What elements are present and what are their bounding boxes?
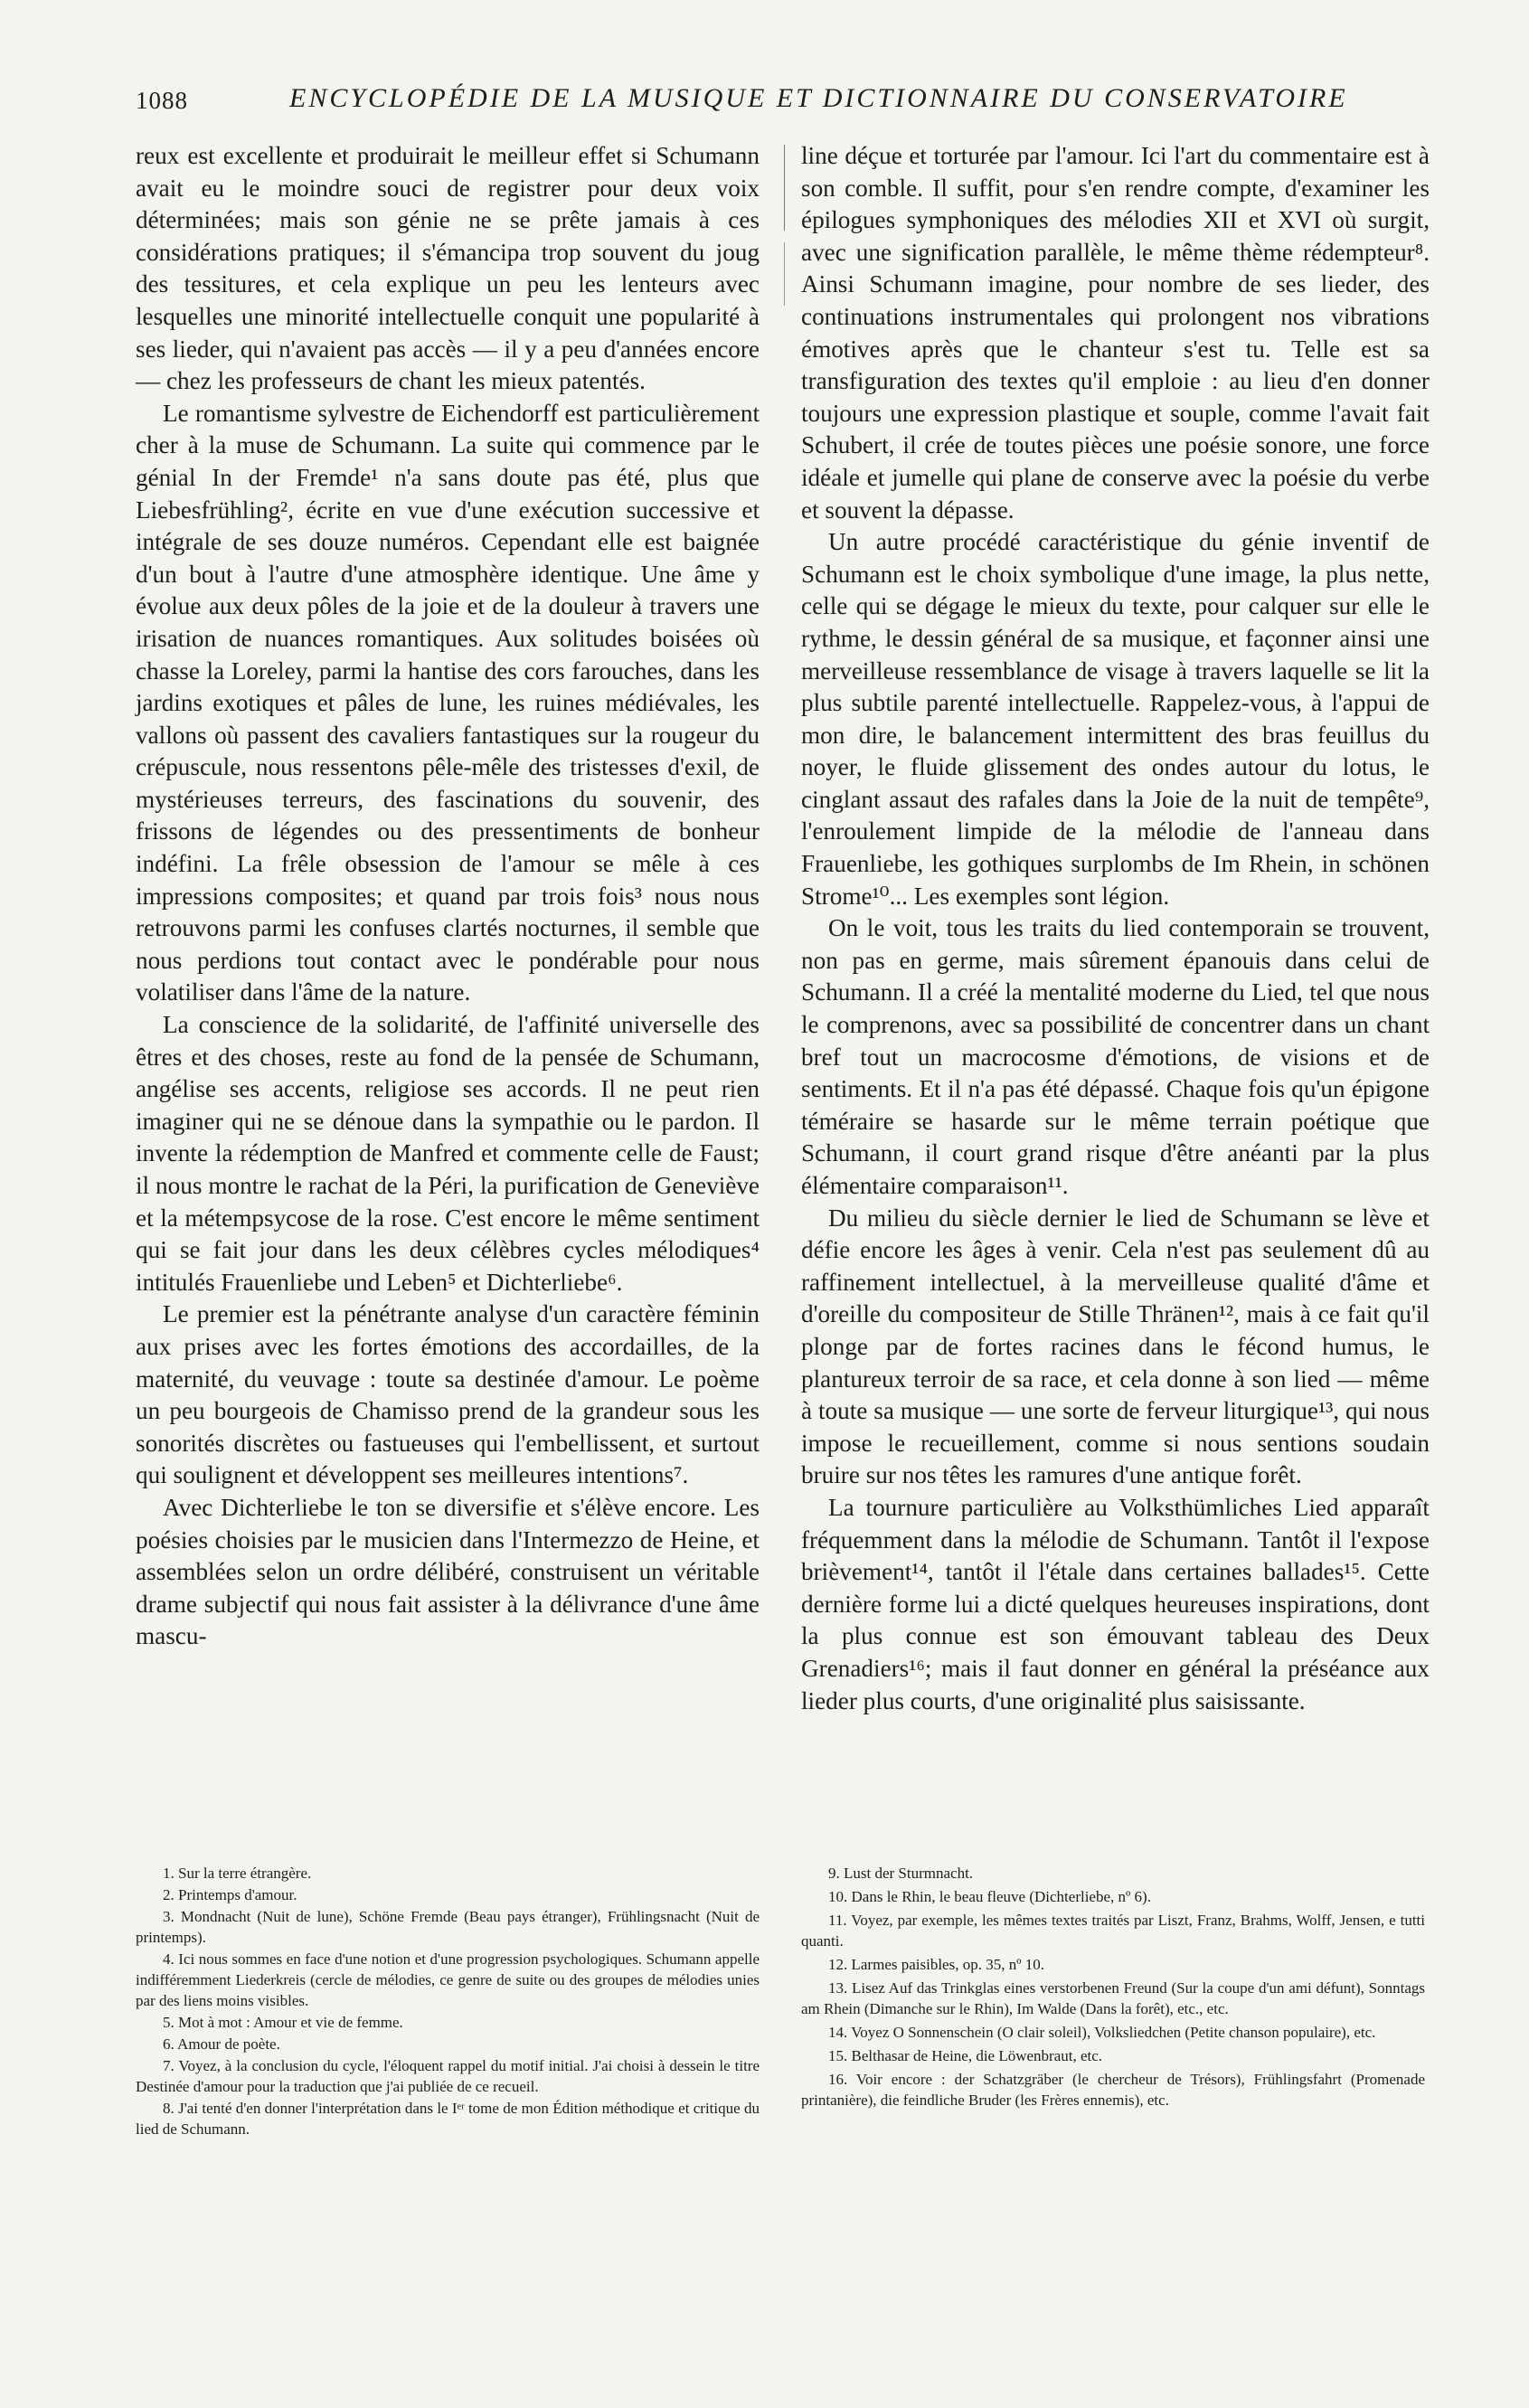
- paragraph: Un autre procédé caractéristique du génie inventif de Schumann est le choix symbolique d'une image, la plus nette, celle qui se dégage le mieux du texte, pour calquer sur elle le rythme, le dessin général de sa musique, et façonner ainsi une merveilleuse ressemblance de visage à travers laquelle se lit la plus subtile parenté intellectuelle. Rappelez-vous, à l'appui de mon dire, le balancement intermittent des bras feuillus du noyer, le fluide glissement des ondes autour du lotus, le cinglant assaut des rafales dans la Joie de la nuit de tempête⁹, l'enroulement limpide de la mélodie de l'anneau dans Frauenliebe, les gothiques surplombs de Im Rhein, in schönen Strome¹⁰... Les exemples sont légion.: [801, 528, 1430, 910]
- footnote: 16. Voir encore : der Schatzgräber (le chercheur de Trésors), Frühlingsfahrt (Promenade printanière), die feindliche Bruder (les Frères ennemis), etc.: [801, 2071, 1425, 2109]
- page-number: 1088: [136, 87, 188, 114]
- paragraph: La tournure particulière au Volksthümliches Lied apparaît fréquemment dans la mélodie de Schumann. Tantôt il l'expose brièvement¹⁴, tantôt il l'étale dans certaines ballades¹⁵. Cette dernière forme lui a dicté quelques heureuses inspirations, dont la plus connue est son émouvant tableau des Deux Grenadiers¹⁶; mais il faut donner en général la préséance aux lieder plus courts, d'une originalité plus saisissante.: [801, 1493, 1430, 1714]
- footnote: 7. Voyez, à la conclusion du cycle, l'éloquent rappel du motif initial. J'ai choisi à dessein le titre Destinée d'amour pour la traduction que j'ai publiée de ce recueil.: [136, 2057, 760, 2095]
- footnote: 4. Ici nous sommes en face d'une notion et d'une progression psychologiques. Schumann appelle indifféremment Liederkreis (cercle de mélodies, ce genre de suite ou des groupes de mélodies unies par des liens moins visibles.: [136, 1950, 760, 2009]
- paragraph: reux est excellente et produirait le meilleur effet si Schumann avait eu le moindre souci de registrer pour deux voix déterminées; mais son génie ne se prête jamais à ces considérations pratiques; il s'émancipa trop souvent du joug des tessitures, et cela explique un peu les lenteurs avec lesquelles une minorité intellectuelle conquit une popularité à ses lieder, qui n'avaient pas accès — il y a peu d'années encore — chez les professeurs de chant les mieux patentés.: [136, 142, 760, 395]
- paragraph: line déçue et torturée par l'amour. Ici l'art du commentaire est à son comble. Il suffit, pour s'en rendre compte, d'examiner les épilogues symphoniques des mélodies XII et XVI où surgit, avec une signification parallèle, le même thème rédempteur⁸. Ainsi Schumann imagine, pour nombre de ses lieder, des continuations instrumentales qui prolongent nos vibrations émotives après que le chanteur s'est tu. Telle est sa transfiguration des textes qu'il emploie : au lieu d'en donner toujours une expression plastique et souple, comme l'avait fait Schubert, il crée de toutes pièces une poésie sonore, une force idéale et jumelle qui plane de conserve avec la poésie du verbe et souvent la dépasse.: [801, 142, 1430, 524]
- right-column: [801, 140, 1430, 1717]
- paragraph: Le premier est la pénétrante analyse d'un caractère féminin aux prises avec les fortes émotions des accordailles, de la maternité, du veuvage : toute sa destinée d'amour. Le poème un peu bourgeois de Chamisso prend de la grandeur sous les sonorités discrètes ou fastueuses qui l'embellissent, et surtout qui soulignent et développent ses meilleures intentions⁷.: [136, 1300, 760, 1489]
- footnote: 5. Mot à mot : Amour et vie de femme.: [163, 2014, 403, 2031]
- footnote: 3. Mondnacht (Nuit de lune), Schöne Fremde (Beau pays étranger), Frühlingsnacht (Nuit de printemps).: [136, 1908, 760, 1946]
- footnote: 2. Printemps d'amour.: [163, 1886, 297, 1903]
- paragraph: La conscience de la solidarité, de l'affinité universelle des êtres et des choses, reste au fond de la pensée de Schumann, angélise ses accents, religiose ses accords. Il ne peut rien imaginer qui ne se dénoue dans la sympathie ou le pardon. Il invente la rédemption de Manfred et commente celle de Faust; il nous montre le rachat de la Péri, la purification de Geneviève et la métempsycose de la rose. C'est encore le même sentiment qui se fait jour dans les deux célèbres cycles mélodiques⁴ intitulés Frauenliebe und Leben⁵ et Dichterliebe⁶.: [136, 1011, 760, 1296]
- paragraph: Du milieu du siècle dernier le lied de Schumann se lève et défie encore les âges à venir. Cela n'est pas seulement dû au raffinement intellectuel, à la merveilleuse qualité d'âme et d'oreille du compositeur de Stille Thränen¹², mais à ce fait qu'il plonge par de fortes racines dans le fécond humus, le plantureux terroir de sa race, et cela donne à son lied — même à toute sa musique — une sorte de ferveur liturgique¹³, qui nous impose le recueillement, comme si nous sentions soudain bruire sur nos têtes les ramures d'une antique forêt.: [801, 1204, 1430, 1489]
- footnote: 6. Amour de poète.: [163, 2035, 280, 2053]
- footnote: 10. Dans le Rhin, le beau fleuve (Dichterliebe, nº 6).: [828, 1888, 1151, 1905]
- page-header: [136, 83, 1348, 125]
- running-title: ENCYCLOPÉDIE DE LA MUSIQUE ET DICTIONNAIRE DU CONSERVATOIRE: [289, 83, 1348, 113]
- footnote: 9. Lust der Sturmnacht.: [828, 1865, 974, 1882]
- column-rule: [784, 145, 785, 231]
- paragraph: On le voit, tous les traits du lied contemporain se trouvent, non pas en germe, mais sûrement épanouis dans celui de Schumann. Il a créé la mentalité moderne du Lied, tel que nous le comprenons, avec sa possibilité de concentrer dans un chant bref tout un macrocosme d'émotions, de visions et de sentiments. Et il n'a pas été dépassé. Chaque fois qu'un épigone téméraire se hasarde sur le même terrain poétique que Schumann, il court grand risque d'être anéanti par la plus élémentaire comparaison¹¹.: [801, 914, 1430, 1199]
- footnote: 1. Sur la terre étrangère.: [163, 1865, 312, 1882]
- footnote: 12. Larmes paisibles, op. 35, nº 10.: [828, 1956, 1044, 1973]
- paragraph: Le romantisme sylvestre de Eichendorff est particulièrement cher à la muse de Schumann. La suite qui commence par le génial In der Fremde¹ n'a sans doute pas été, plus que Liebesfrühling², écrite en vue d'une exécution successive et intégrale de ses douze numéros. Cependant elle est baignée d'un bout à l'autre d'une atmosphère identique. Une âme y évolue aux deux pôles de la joie et de la douleur à travers une irisation de nuances romantiques. Aux solitudes boisées où chasse la Loreley, parmi la hantise des cors farouches, dans les jardins exotiques et pâles de lune, les ruines médiévales, les vallons où passent des cavaliers fantastiques sur la rougeur du crépuscule, nous ressentons pêle-mêle des tristesses d'exil, de mystérieuses terreurs, des fascinations du souvenir, des frissons de légendes ou des pressentiments de bonheur indéfini. La frêle obsession de l'amour se mêle à ces impressions composites; et quand par trois fois³ nous nous retrouvons parmi les confuses clartés nocturnes, il semble que nous perdions tout contact avec le pondérable pour nous volatiliser dans l'âme de la nature.: [136, 399, 760, 1006]
- footnote: 11. Voyez, par exemple, les mêmes textes traités par Liszt, Franz, Brahms, Wolff, Jensen, e tutti quanti.: [801, 1912, 1425, 1950]
- footnote: 14. Voyez O Sonnenschein (O clair soleil), Volksliedchen (Petite chanson populaire), etc.: [828, 2024, 1376, 2041]
- left-column: [136, 140, 760, 1653]
- footnotes-left: [136, 1863, 760, 2140]
- footnote: 8. J'ai tenté d'en donner l'interprétation dans le Iᵉʳ tome de mon Édition méthodique et critique du lied de Schumann.: [136, 2100, 760, 2138]
- footnote: 13. Lisez Auf das Trinkglas eines verstorbenen Freund (Sur la coupe d'un ami défunt), Sonntags am Rhein (Dimanche sur le Rhin), Im Walde (Dans la forêt), etc., etc.: [801, 1979, 1425, 2017]
- paragraph: Avec Dichterliebe le ton se diversifie et s'élève encore. Les poésies choisies par le musicien dans l'Intermezzo de Heine, et assemblées selon un ordre délibéré, construisent un véritable drame subjectif qui nous fait assister à la délivrance d'une âme mascu-: [136, 1493, 760, 1650]
- footnote: 15. Belthasar de Heine, die Löwenbraut, etc.: [828, 2047, 1103, 2064]
- footnotes-right: [801, 1863, 1425, 2113]
- column-rule: [784, 242, 785, 306]
